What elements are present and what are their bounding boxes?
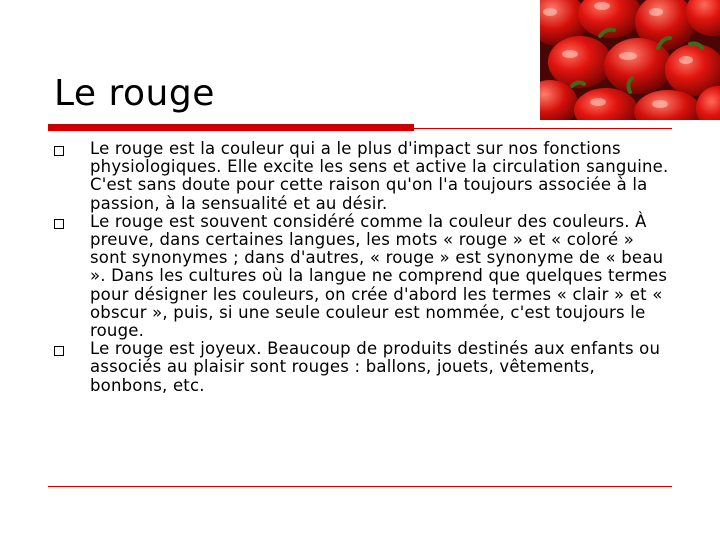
bullet-item: [54, 140, 674, 213]
square-bullet-icon: [54, 146, 64, 156]
square-bullet-icon: [54, 219, 64, 229]
slide-title: Le rouge: [54, 73, 215, 114]
bullet-text: Le rouge est joyeux. Beaucoup de produits destinés aux enfants ou associés au plaisir sont rouges : ballons, jouets, vêtements, bonbons, etc.: [90, 339, 661, 395]
bullet-text: Le rouge est souvent considéré comme la couleur des couleurs. À preuve, dans certaines langues, les mots « rouge » et « coloré » sont synonymes ; dans d'autres, « rouge » est synonyme de « beau ». Dans les cultures où la langue ne comprend que quelques termes pour désigner les couleurs, on crée d'abord les termes « clair » et « obscur », puis, si une seule couleur est nommée, c'est toujours le rouge.: [90, 211, 668, 341]
footer-divider: [48, 486, 672, 487]
peppers-photo: [540, 0, 720, 120]
title-underline: [48, 124, 414, 131]
title-underline-thin: [414, 128, 672, 129]
bullet-text: Le rouge est la couleur qui a le plus d'impact sur nos fonctions physiologiques. Elle excite les sens et active la circulation sanguine. C'est sans doute pour cette raison qu'on l'a toujours associée à la passion, à la sensualité et au désir.: [90, 139, 669, 213]
bullet-list: [54, 140, 674, 395]
bullet-item: [54, 213, 674, 340]
bullet-item: [54, 340, 674, 395]
square-bullet-icon: [54, 346, 64, 356]
